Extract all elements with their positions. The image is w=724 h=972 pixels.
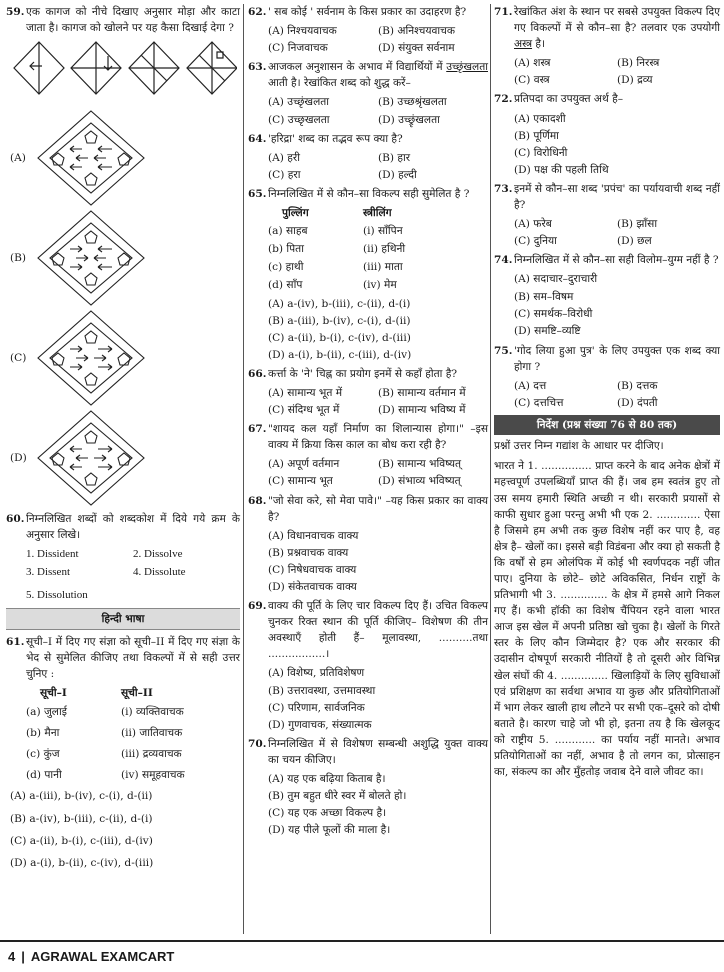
option-A-figure[interactable] — [6, 109, 240, 207]
question-number: 70. — [248, 737, 267, 750]
answer-options — [494, 271, 720, 338]
option-D[interactable]: (D) छल — [617, 235, 652, 248]
option-D[interactable]: (D) संभाव्य भविष्यत् — [378, 475, 461, 488]
answer-options — [248, 296, 488, 363]
question-text: "जो सेवा करे, सो मेवा पावे।" –यह किस प्रकार का वाक्य है? — [268, 494, 488, 523]
question-69 — [248, 598, 488, 662]
option-B[interactable]: (B) झाँसा — [617, 218, 658, 231]
question-number: 62. — [248, 6, 267, 18]
list-1-item: (d) साँप — [268, 279, 303, 292]
question-number: 72. — [494, 93, 513, 106]
option-B[interactable]: (B) सामान्य वर्तमान में — [378, 386, 466, 399]
option-C[interactable]: (C) विरोधिनी — [514, 146, 568, 159]
answer-options — [248, 771, 488, 838]
option-D[interactable]: (D) a-(i), b-(ii), c-(iii), d-(iv) — [268, 348, 412, 361]
list-2-item: (iv) समूहवाचक — [121, 769, 185, 782]
answer-options — [494, 378, 720, 411]
option-B[interactable]: (B) उत्तरावस्था, उत्तमावस्था — [268, 684, 376, 697]
option-C[interactable]: (C) वस्त्र — [514, 74, 550, 87]
option-B[interactable]: (B) निरस्त्र — [617, 57, 660, 70]
option-C[interactable]: (C) हरा — [268, 168, 301, 181]
list-2-item: (iv) मेम — [363, 279, 397, 292]
match-row — [26, 767, 240, 783]
question-64 — [248, 131, 488, 147]
option-B[interactable]: (B) हार — [378, 151, 411, 164]
option-A[interactable]: (A) निश्चयवाचक — [268, 25, 337, 38]
option-D[interactable]: (D) गुणवाचक, संख्यात्मक — [268, 718, 372, 731]
option-B[interactable]: (B) अनिश्चयवाचक — [378, 25, 456, 38]
question-text: "शायद कल यहाँ निर्माण का शिलान्यास होगा।" –इस वाक्य में क्रिया किस काल का बोध करा रही है? — [268, 423, 488, 452]
option-B[interactable]: (B) सम–विषम — [514, 290, 574, 303]
option-D[interactable]: (D) सामान्य भविष्य में — [378, 404, 466, 417]
list-2-item: (i) साँपिन — [363, 225, 403, 238]
option-label: (C) — [10, 352, 27, 365]
question-number: 75. — [494, 344, 513, 357]
option-B[interactable]: (B) तुम बहुत धीरे स्वर में बोलते हो। — [268, 790, 407, 803]
list-2-item: (ii) हथिनी — [363, 243, 406, 256]
match-header — [26, 685, 240, 701]
option-C-diamond — [36, 309, 146, 407]
option-B[interactable]: (B) a-(iv), b-(iii), c-(ii), d-(i) — [10, 812, 153, 825]
column-3 — [494, 4, 720, 780]
option-B[interactable]: (B) a-(iii), b-(iv), c-(i), d-(ii) — [268, 314, 411, 327]
option-D-figure[interactable] — [6, 409, 240, 507]
option-A[interactable]: (A) फरेब — [514, 218, 552, 231]
word-list — [6, 546, 240, 580]
question-65 — [248, 186, 488, 202]
question-number: 64. — [248, 132, 267, 145]
option-label: (A) — [10, 152, 26, 165]
fold-sequence-figure — [12, 40, 240, 103]
page-number: 4 — [8, 949, 16, 965]
answer-options — [248, 528, 488, 595]
option-D[interactable]: (D) समष्टि–व्यष्टि — [514, 324, 581, 337]
question-text-part: आती है। रेखांकित शब्द को शुद्ध करें– — [268, 77, 411, 90]
question-text: निम्नलिखित शब्दों को शब्दकोश में दिये गये क्रम के अनुसार लिखे। — [26, 513, 240, 542]
match-row — [268, 241, 488, 257]
page-footer — [0, 940, 724, 972]
match-row — [268, 277, 488, 293]
option-A-diamond — [36, 109, 146, 207]
option-A[interactable]: (A) यह एक बढ़िया किताब है। — [268, 773, 386, 786]
question-60 — [6, 511, 240, 543]
question-63 — [248, 59, 488, 91]
answer-options — [248, 94, 488, 127]
option-D[interactable]: (D) संकेतवाचक वाक्य — [268, 581, 357, 593]
question-text: 'गोद लिया हुआ पुत्र' के लिए उपयुक्त एक शब्द क्या होगा ? — [514, 344, 720, 373]
directions-text: प्रश्नों उत्तर निम्न गद्यांश के आधार पर दीजिए। — [494, 440, 664, 453]
list-1-item: (c) हाथी — [268, 261, 304, 274]
question-text-part: आजकल अनुशासन के अभाव में विद्यार्थियों में — [268, 61, 447, 74]
option-B-diamond — [36, 209, 146, 307]
list-1-item: (b) पिता — [268, 243, 304, 256]
brand-name: AGRAWAL EXAMCART — [30, 949, 175, 965]
answer-options — [248, 385, 488, 418]
fold-steps-svg — [12, 40, 237, 98]
question-72 — [494, 91, 720, 107]
question-66 — [248, 366, 488, 382]
option-B-figure[interactable] — [6, 209, 240, 307]
option-D[interactable]: (D) हल्दी — [378, 168, 417, 181]
option-A[interactable]: (A) a-(iii), b-(iv), c-(i), d-(ii) — [10, 790, 153, 803]
option-D[interactable]: (D) यह पीले फूलों की माला है। — [268, 824, 391, 837]
question-text: निम्नलिखित में से विशेषण सम्बन्धी अशुद्धि युक्त वाक्य का चयन कीजिए। — [268, 737, 488, 766]
option-D[interactable]: (D) उच्छ्रृंखलता — [378, 113, 440, 126]
option-C[interactable]: (C) यह एक अच्छा विकल्प है। — [268, 807, 387, 820]
word-item: 4. Dissolute — [133, 566, 186, 579]
option-B[interactable]: (B) प्रश्नवाचक वाक्य — [268, 546, 349, 559]
list-2-item: (iii) द्रव्यवाचक — [121, 748, 182, 761]
option-A[interactable]: (A) एकादशी — [514, 112, 566, 125]
answer-options — [248, 150, 488, 183]
option-D[interactable]: (D) द्रव्य — [617, 74, 653, 87]
question-70 — [248, 736, 488, 768]
reading-passage: भारत ने 1. ............... प्राप्त करने के बाद अनेक क्षेत्रों में महत्त्वपूर्ण उपलब्धियाँ प्राप्त की हैं। जब हम स्वतंत्र हुए तो उस समय हमारी स्थिति अच्छी न थी। सरकारी प्रयासों से काफी सुधार हुआ परन्तु अभी भी एक 2. ............. ऐसा है जिसमे हम अभी तक कुछ विशेष नहीं कर पाए है, वह क्षेत्र है– खेलों का। इससे बड़ी विडंबना और क्या हो सकती है कि वर्षों से हम ओलंपिक में कोई भी स्वर्णपदक नहीं जीत पाए। दुनिया के छोटे– छोटे अविकसित, निर्धन राष्ट्रों के प्रतिभागी भी 3. .............. के क्षेत्र में हमसे आगे निकल गए हैं। कभी हॉकी का विशेष चैंपियन रहने वाला भारत आज इस खेल में अपनी प्रतिष्ठा खो चुका है। खेलों के गिरते स्तर के लिए कौन जिम्मेदार है? एक और सरकार की उदासीन दोषपूर्ण सरकारी नीतियों है तो दूसरी ओर विभिन्न खेल संघों की 4. .............. खिलाड़ियों के लिए सुविधाओं एवं प्रशिक्षण का सर्वथा अभाव या कुछ और प्रतियोगिताओं में भाग लेकर खाली हाथ लौटने पर सभी एक–दूसरे को दोषी बताते है। कारण चाहे जो भी हो, इतना तय है कि खेलकूद को राष्ट्रीय 5. ............ का पर्याय नहीं मानते। अभाव प्रतियोगिताओं का नहीं, अभाव है तो लगन का, प्रोत्साहन का, संकल्प का और मुँहतोड़ जवाब देने वाले जीवट का। — [494, 460, 720, 779]
option-C-figure[interactable] — [6, 309, 240, 407]
question-62 — [248, 4, 488, 20]
section-title-hindi: हिन्दी भाषा — [6, 608, 240, 630]
option-A[interactable]: (A) उच्छृंखलता — [268, 96, 330, 109]
question-74 — [494, 252, 720, 268]
underlined-word: उच्छृंखलता — [446, 61, 488, 74]
word-item: 3. Dissent — [26, 566, 70, 579]
list-1-item: (a) साहब — [268, 225, 308, 238]
answer-options — [494, 216, 720, 249]
option-A[interactable]: (A) अपूर्ण वर्तमान — [268, 458, 340, 471]
gender-match-table — [248, 205, 488, 293]
question-number: 66. — [248, 367, 267, 380]
answer-options — [494, 111, 720, 178]
option-C[interactable]: (C) निजवाचक — [268, 42, 328, 55]
question-text — [268, 59, 488, 91]
question-number: 61. — [6, 635, 25, 648]
option-C[interactable]: (C) संदिग्ध भूत में — [268, 404, 340, 417]
match-row — [268, 223, 488, 239]
list-2-item: (i) व्यक्तिवाचक — [121, 706, 184, 719]
question-text-part: रेखांकित अंश के स्थान पर सबसे उपयुक्त विकल्प दिए गए विकल्पों में से कौन–सा है? तलवार एक उपयोगी — [514, 6, 720, 35]
match-table — [6, 685, 240, 783]
column-1 — [6, 4, 240, 874]
option-C[interactable]: (C) परिणाम, सार्वजनिक — [268, 701, 365, 714]
list-1-item: (c) कुंज — [26, 748, 60, 761]
word-list-last — [6, 587, 240, 604]
answer-options — [248, 456, 488, 489]
question-61 — [6, 634, 240, 682]
option-A[interactable]: (A) हरी — [268, 151, 300, 164]
question-text: एक कागज को नीचे दिखाए अनुसार मोड़ा और काटा जाता है। कागज को खोलने पर यह कैसा दिखाई देगा ? — [26, 6, 240, 35]
option-C[interactable]: (C) उच्छृखलता — [268, 113, 330, 126]
match-header — [268, 205, 488, 221]
question-text: वाक्य की पूर्ति के लिए चार विकल्प दिए हैं। उचित विकल्प चुनकर रिक्त स्थान की पूर्ति कीजिए– विशेषण की तीन अवस्थाएँ होती हैं– मूलावस्था, ..........तथा .................। — [268, 600, 488, 661]
word-item: 2. Dissolve — [133, 548, 183, 561]
question-text: प्रतिपदा का उपयुक्त अर्थ है– — [514, 93, 624, 106]
question-number: 68. — [248, 494, 267, 507]
question-73 — [494, 181, 720, 213]
list-1-item: (a) जुलाई — [26, 706, 67, 719]
question-text: सूची–I में दिए गए संज्ञा को सूची–II में दिए गए संज्ञा के भेद से सुमेलित कीजिए तथा विकल्पों में से सही उत्तर चुनिए : — [26, 635, 240, 680]
question-75 — [494, 343, 720, 375]
question-number: 65. — [248, 187, 267, 200]
option-B[interactable]: (B) उच्छश्रृंखलता — [378, 96, 447, 109]
option-A[interactable]: (A) विधानवाचक वाक्य — [268, 529, 359, 542]
question-number: 67. — [248, 423, 267, 436]
list-1-header: सूची–I — [40, 687, 67, 699]
option-C[interactable]: (C) a-(ii), b-(i), c-(iv), d-(iii) — [268, 331, 411, 344]
option-A[interactable]: (A) शस्त्र — [514, 57, 551, 70]
masculine-header: पुल्लिंग — [282, 207, 309, 220]
match-row — [26, 746, 240, 762]
feminine-header: स्त्रीलिंग — [363, 207, 392, 220]
option-C[interactable]: (C) निषेधवाचक वाक्य — [268, 563, 357, 576]
option-D[interactable]: (D) दंपती — [617, 397, 658, 410]
list-2-item: (ii) जातिवाचक — [121, 727, 183, 740]
question-71 — [494, 4, 720, 52]
option-C[interactable]: (C) सामान्य भूत — [268, 475, 333, 488]
question-number: 63. — [248, 61, 267, 74]
question-text: ' सब कोई ' सर्वनाम के किस प्रकार का उदाहरण है? — [268, 6, 467, 18]
option-D-diamond — [36, 409, 146, 507]
option-B[interactable]: (B) सामान्य भविष्यत् — [378, 458, 462, 471]
word-item: 5. Dissolution — [26, 588, 88, 601]
footer-separator: | — [21, 949, 25, 965]
question-number: 59. — [6, 6, 25, 18]
question-text: निम्नलिखित में से कौन–सा सही विलोम–युग्म नहीं है ? — [514, 254, 719, 267]
question-68 — [248, 493, 488, 525]
option-D[interactable]: (D) संयुक्त सर्वनाम — [378, 42, 455, 55]
list-1-item: (b) मैना — [26, 727, 60, 740]
answer-options — [248, 23, 488, 56]
option-D[interactable]: (D) a-(i), b-(ii), c-(iv), d-(iii) — [10, 856, 154, 869]
answer-options — [494, 55, 720, 88]
underlined-word: अस्त्र — [514, 38, 533, 51]
option-C[interactable]: (C) समर्थक–विरोधी — [514, 307, 593, 320]
list-2-item: (iii) माता — [363, 261, 403, 274]
question-number: 73. — [494, 182, 513, 195]
directions-banner: निर्देश (प्रश्न संख्या 76 से 80 तक) — [494, 415, 720, 435]
option-label: (B) — [10, 252, 27, 265]
option-B[interactable]: (B) दत्तक — [617, 379, 658, 392]
list-1-item: (d) पानी — [26, 769, 62, 782]
question-text: 'हरिद्रा' शब्द का तद्भव रूप क्या है? — [268, 132, 403, 145]
option-A[interactable]: (A) सदाचार–दुराचारी — [514, 273, 598, 286]
question-59 — [6, 4, 240, 36]
option-C[interactable]: (C) दत्तचित्त — [514, 397, 564, 410]
word-item: 1. Dissident — [26, 548, 79, 561]
question-text: निम्नलिखित में से कौन–सा विकल्प सही सुमेलित है ? — [268, 187, 470, 200]
match-row — [26, 704, 240, 720]
option-label: (D) — [10, 452, 27, 465]
option-A[interactable]: (A) सामान्य भूत में — [268, 386, 343, 399]
question-text: इनमें से कौन–सा शब्द 'प्रपंच' का पर्यायवाची शब्द नहीं है? — [514, 182, 720, 212]
column-2 — [248, 4, 488, 841]
question-number: 74. — [494, 254, 513, 267]
question-text-part: है। — [532, 38, 546, 51]
option-A[interactable]: (A) दत्त — [514, 379, 547, 392]
option-B[interactable]: (B) पूर्णिमा — [514, 129, 559, 142]
match-row — [26, 725, 240, 741]
option-C[interactable]: (C) दुनिया — [514, 235, 557, 248]
answer-options — [248, 665, 488, 732]
match-row — [268, 259, 488, 275]
question-number: 71. — [494, 6, 513, 18]
question-number: 69. — [248, 600, 267, 613]
option-A[interactable]: (A) a-(iv), b-(iii), c-(ii), d-(i) — [268, 297, 411, 310]
question-text: कर्त्ता के 'ने' चिह्न का प्रयोग इनमें से कहाँ होता है? — [268, 367, 458, 380]
question-67 — [248, 421, 488, 453]
list-2-header: सूची–II — [121, 687, 153, 699]
option-C[interactable]: (C) a-(ii), b-(i), c-(iii), d-(iv) — [10, 834, 153, 847]
question-text — [514, 4, 720, 52]
answer-options — [6, 788, 240, 870]
option-A[interactable]: (A) विशेष्य, प्रतिविशेषण — [268, 667, 365, 680]
question-number: 60. — [6, 513, 25, 526]
option-D[interactable]: (D) पक्ष की पहली तिथि — [514, 163, 609, 176]
